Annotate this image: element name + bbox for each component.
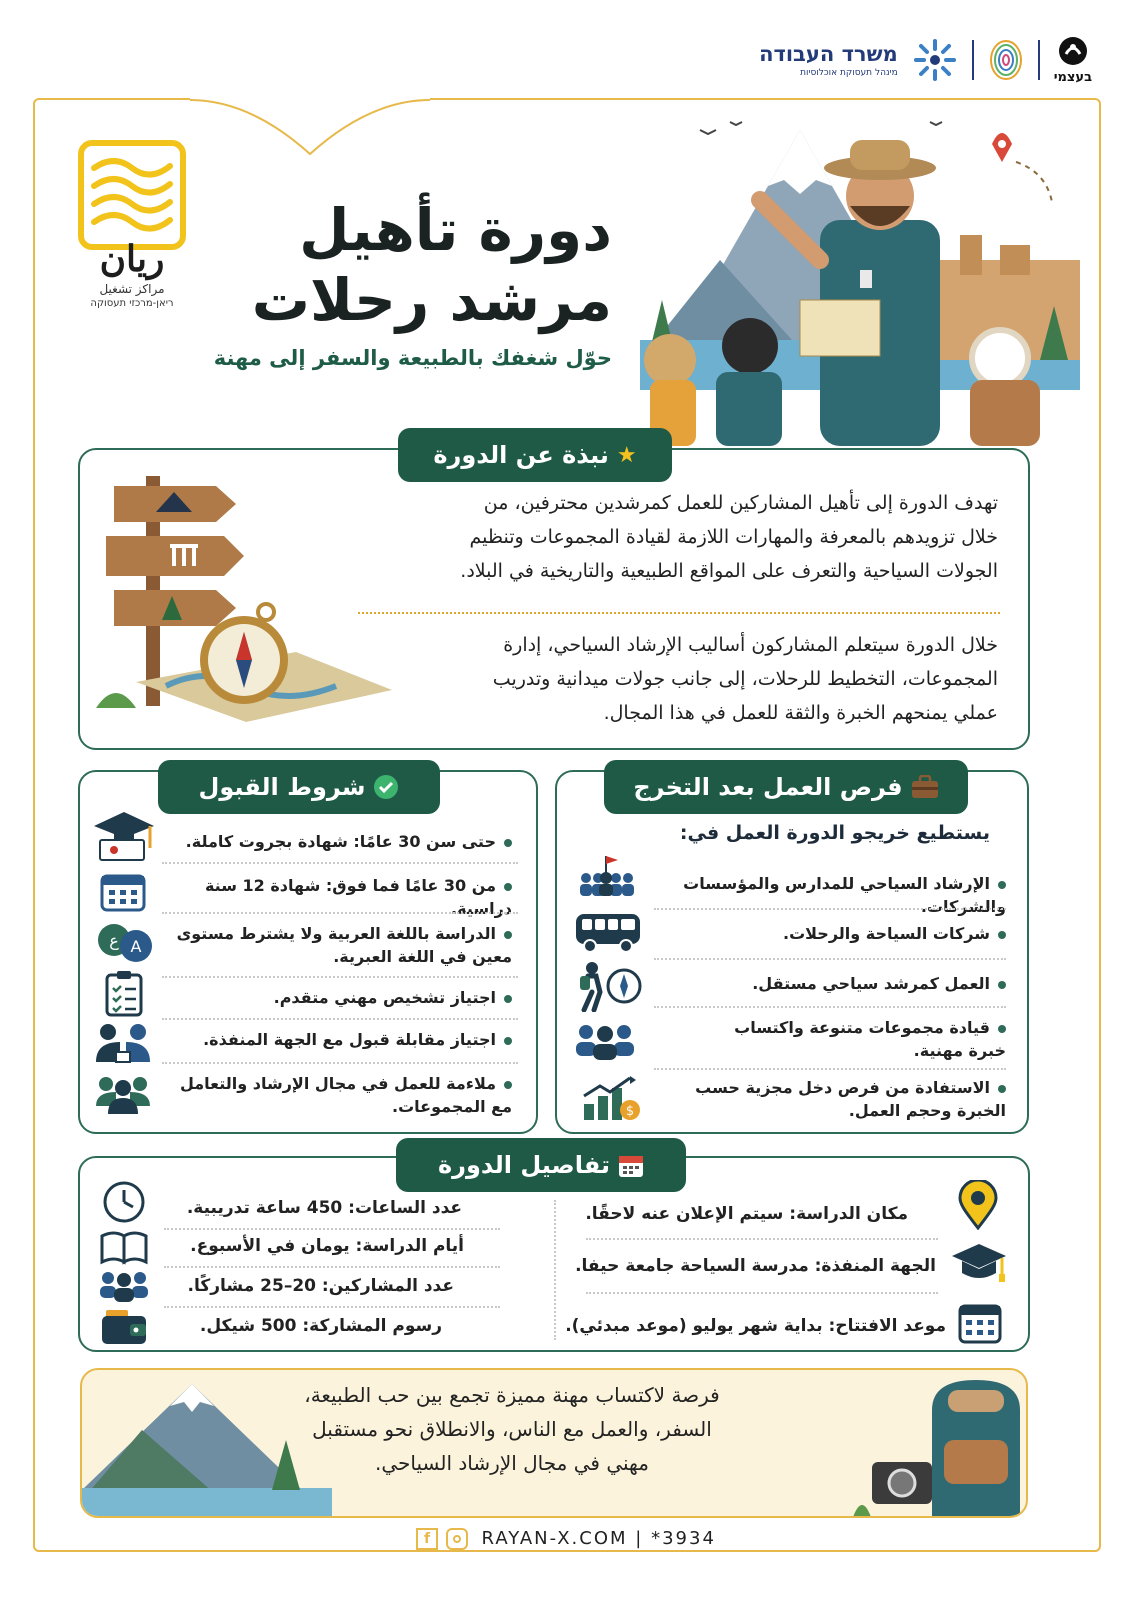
rayan-waves-icon: [84, 146, 180, 244]
footer: [0, 1528, 1132, 1550]
svg-text:ع: ع: [109, 931, 119, 950]
location-pin-icon: [958, 1180, 998, 1230]
about-heading-text: نبذة عن الدورة: [433, 441, 609, 469]
about-p1-line: الجولات السياحية والتعرف على المواقع الطبيعية والتاريخية في البلاد.: [460, 560, 998, 582]
ministry-emblem-icon: [912, 37, 958, 83]
admission-item-text: مع المجموعات.: [391, 1097, 512, 1116]
jobs-item: [646, 922, 1006, 945]
income-growth-icon: [580, 1074, 642, 1122]
jobs-item-text: الإرشاد السياحي للمدارس والمؤسسات والشركات.: [683, 874, 1006, 916]
row-divider: [164, 1266, 500, 1268]
about-p1-line: خلال تزويدهم بالمعرفة والمهارات اللازمة لقيادة المجموعات وتنظيم: [469, 526, 998, 548]
row-divider: [654, 1006, 1006, 1008]
banner-text: [252, 1378, 772, 1480]
admission-item: [152, 1072, 512, 1118]
phone-number[interactable]: *3934: [651, 1528, 716, 1549]
page-subtitle: حوّل شغفك بالطبيعة والسفر إلى مهنة: [213, 346, 612, 370]
about-divider: [358, 612, 1000, 614]
ministry-sub: מינהל תעסוקת אוכלוסיות: [800, 68, 898, 78]
about-paragraph-1: [298, 486, 998, 588]
graduation-cap-icon: [92, 808, 156, 862]
rayan-logo-name: ريان: [99, 238, 165, 280]
banner-line: السفر، والعمل مع الناس، والانطلاق نحو مستقبل: [312, 1417, 712, 1441]
bullet: [504, 931, 512, 939]
group-people-icon: [94, 1072, 152, 1114]
bullet: [504, 995, 512, 1003]
row-divider: [586, 1292, 938, 1294]
row-divider: [162, 912, 518, 914]
svg-text:A: A: [130, 937, 142, 956]
row-divider: [162, 976, 518, 978]
bullet: [998, 981, 1006, 989]
fingerprint-icon: [988, 38, 1024, 82]
row-divider: [164, 1228, 500, 1230]
row-divider: [162, 1062, 518, 1064]
interview-icon: [94, 1022, 152, 1064]
row-divider: [586, 1238, 938, 1240]
about-p1-line: تهدف الدورة إلى تأهيل المشاركين للعمل كمرشدين محترفين، من: [483, 492, 998, 514]
page-title-line1: دورة تأهيل: [299, 196, 612, 264]
jobs-item: [646, 972, 1006, 995]
graduation-cap-icon: [950, 1240, 1008, 1286]
beatzmi-text: בעצמי: [1053, 69, 1092, 85]
details-heading-text: تفاصيل الدورة: [437, 1151, 611, 1179]
admission-heading-text: شروط القبول: [198, 773, 366, 801]
about-p2-line: المجموعات، التخطيط للرحلات، إلى جانب جولات ميدانية وتدريب: [492, 668, 998, 690]
admission-item: [152, 922, 512, 968]
backpack-camera-illustration: [852, 1370, 1028, 1518]
briefcase-icon: [911, 775, 939, 799]
bullet: [504, 1037, 512, 1045]
about-paragraph-2: [298, 628, 998, 730]
bullet: [998, 1085, 1006, 1093]
frame-notch: [190, 92, 430, 162]
jobs-heading: [604, 760, 968, 814]
jobs-item-text: الاستفادة من فرص دخل مجزية حسب: [695, 1078, 990, 1097]
about-p2-line: خلال الدورة سيتعلم المشاركون أساليب الإرشاد السياحي، إدارة: [503, 634, 998, 656]
admission-item: [152, 986, 512, 1009]
admission-heading: [158, 760, 440, 814]
svg-text:$: $: [625, 1104, 635, 1119]
detail-provider: الجهة المنفذة: مدرسة السياحة جامعة حيفا.: [575, 1256, 936, 1276]
bullet: [504, 839, 512, 847]
calendar-icon: [958, 1300, 1002, 1344]
row-divider: [654, 958, 1006, 960]
team-icon: [574, 1020, 636, 1062]
rayan-logo-sub-ar: مراكز تشغيل: [99, 282, 165, 296]
jobs-lead: يستطيع خريجو الدورة العمل في:: [679, 822, 990, 844]
website-link[interactable]: RAYAN-X.COM: [481, 1528, 628, 1549]
bullet: [998, 1025, 1006, 1033]
jobs-item-text: الخبرة وحجم العمل.: [848, 1101, 1006, 1120]
details-heading: [396, 1138, 686, 1192]
detail-location: مكان الدراسة: سيتم الإعلان عنه لاحقًا.: [585, 1204, 908, 1224]
clock-icon: [102, 1180, 146, 1224]
star-icon: ★: [616, 442, 637, 468]
book-icon: [100, 1230, 148, 1266]
admission-item-text: اجتياز مقابلة قبول مع الجهة المنفذة.: [203, 1030, 496, 1049]
row-divider: [654, 908, 1006, 910]
jobs-item: [646, 872, 1006, 918]
language-icon: [94, 922, 154, 966]
detail-participants: عدد المشاركين: 20–25 مشاركًا.: [187, 1276, 454, 1296]
instagram-icon[interactable]: [446, 1528, 468, 1550]
bullet: [504, 883, 512, 891]
row-divider: [164, 1306, 500, 1308]
row-divider: [162, 1018, 518, 1020]
detail-opening: موعد الافتتاح: بداية شهر يوليو (موعد مبدئي).: [565, 1316, 946, 1336]
footer-separator: |: [635, 1528, 644, 1549]
about-p2-line: عملي يمنحهم الخبرة والثقة للعمل في هذا المجال.: [603, 702, 998, 724]
page-title-line2: مرشد رحلات: [251, 266, 612, 334]
jobs-item-text: قيادة مجموعات متنوعة واكتساب: [734, 1018, 990, 1037]
hiker-compass-icon: [574, 960, 642, 1012]
detail-fee: رسوم المشاركة: 500 شيكل.: [199, 1316, 442, 1336]
admission-item: [152, 1028, 512, 1051]
jobs-item-text: شركات السياحة والرحلات.: [783, 924, 990, 943]
checklist-icon: [104, 970, 144, 1018]
admission-item-text: معين في اللغة العبرية.: [333, 947, 512, 966]
ministry-name: משרד העבודה: [759, 42, 898, 66]
wallet-icon: [100, 1308, 148, 1346]
tour-group-flag-icon: [576, 852, 638, 898]
participants-icon: [98, 1268, 150, 1304]
hero-guide-illustration: [640, 110, 1080, 446]
bullet: [998, 881, 1006, 889]
banner-line: فرصة لاكتساب مهنة مميزة تجمع بين حب الطبيعة،: [304, 1383, 720, 1407]
divider: [1038, 40, 1040, 80]
bullet: [504, 1081, 512, 1089]
about-heading: [398, 428, 672, 482]
calendar-small-icon: [618, 1152, 644, 1178]
row-divider: [162, 862, 518, 864]
detail-hours: عدد الساعات: 450 ساعة تدريبية.: [186, 1198, 462, 1218]
bus-icon: [574, 910, 642, 954]
rayan-logo-sub-he: ריאן-מרכזי תעסוקה: [90, 298, 174, 309]
jobs-item-text: خبرة مهنية.: [913, 1041, 1006, 1060]
calendar-icon: [100, 870, 146, 912]
admission-item-text: ملاءمة للعمل في مجال الإرشاد والتعامل: [179, 1074, 496, 1093]
ministry-logo: [759, 42, 898, 78]
admission-item-text: من 30 عامًا فما فوق: شهادة 12 سنة دراسية.: [204, 876, 512, 918]
row-divider: [654, 1068, 1006, 1070]
beatzmi-icon: [1056, 36, 1090, 66]
admission-item-text: الدراسة باللغة العربية ولا يشترط مستوى: [176, 924, 496, 943]
check-circle-icon: [373, 774, 399, 800]
divider: [972, 40, 974, 80]
jobs-item-text: العمل كمرشد سياحي مستقل.: [752, 974, 990, 993]
jobs-item: [646, 1076, 1006, 1122]
details-column-divider: [554, 1200, 556, 1340]
banner-line: مهني في مجال الإرشاد السياحي.: [375, 1451, 649, 1475]
header-logos: [759, 30, 1092, 90]
detail-days: أيام الدراسة: يومان في الأسبوع.: [190, 1236, 464, 1256]
rayan-logo: [78, 140, 186, 250]
facebook-icon[interactable]: f: [416, 1528, 438, 1550]
beatzmi-logo: [1054, 36, 1092, 85]
admission-item: [152, 830, 512, 853]
admission-item-text: حتى سن 30 عامًا: شهادة بجروت كاملة.: [185, 832, 496, 851]
jobs-item: [646, 1016, 1006, 1062]
admission-item-text: اجتياز تشخيص مهني متقدم.: [273, 988, 496, 1007]
jobs-heading-text: فرص العمل بعد التخرج: [633, 773, 903, 801]
bullet: [998, 931, 1006, 939]
